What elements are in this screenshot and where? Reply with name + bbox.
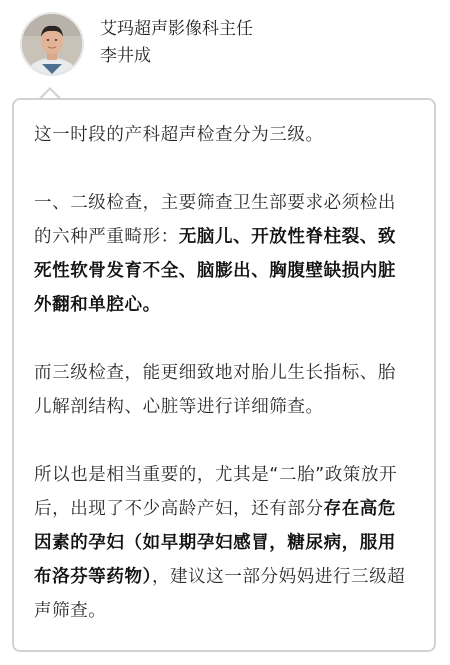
article-content	[34, 118, 414, 628]
paragraph-level-three: 而三级检查，能更细致地对胎儿生长指标、胎儿解剖结构、心脏等进行详细筛查。	[34, 363, 396, 417]
doctor-avatar-icon	[22, 14, 82, 74]
author-name: 李井成	[100, 46, 151, 66]
paragraph-recommendation-end: ，建议这一部分妈妈进行三级超声筛查。	[34, 567, 406, 621]
avatar[interactable]	[20, 12, 84, 76]
high-risk-highlight: 存在高危因素的孕妇（如早期孕妇感冒，糖尿病，服用布洛芬等药物）	[34, 499, 397, 587]
malformation-list-highlight: 无脑儿、开放性脊柱裂、致死性软骨发育不全、脑膨出、胸腹壁缺损内脏外翻和单腔心。	[34, 227, 397, 315]
paragraph-intro: 这一时段的产科超声检查分为三级。	[34, 125, 324, 145]
author-header	[20, 12, 440, 78]
paragraph-recommendation-text: 所以也是相当重要的，尤其是“二胎”政策放开后，出现了不少高龄产妇，还有部分	[34, 465, 398, 519]
author-title: 艾玛超声影像科主任	[100, 19, 253, 39]
paragraph-level-one-two	[34, 186, 414, 322]
paragraph-level-one-two-text: 一、二级检查，主要筛查卫生部要求必须检出的六种严重畸形：	[34, 193, 396, 247]
paragraph-recommendation	[34, 458, 414, 628]
